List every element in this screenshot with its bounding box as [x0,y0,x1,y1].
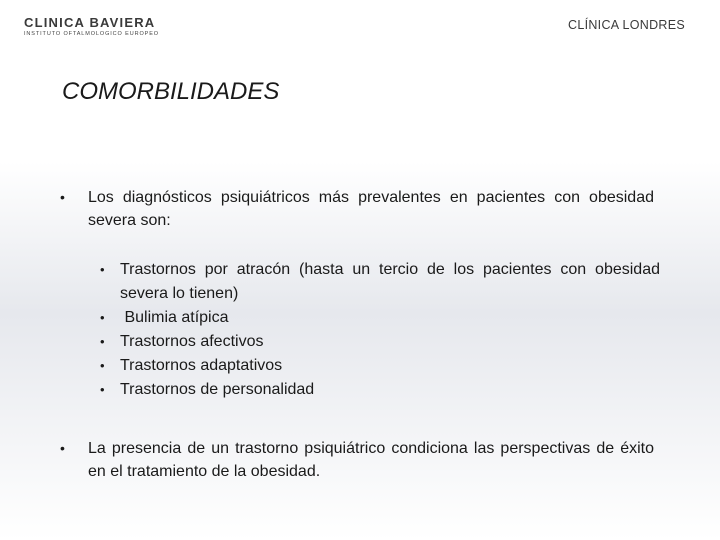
sub-bullet-text: Trastornos adaptativos [120,357,283,374]
list-item [100,258,660,306]
sub-bullet-text: Trastornos afectivos [120,333,264,350]
sub-bullet-text: Trastornos por atracón (hasta un tercio de los pacientes con obesidad severa lo tienen) [120,261,660,302]
bullet-text-1: Los diagnósticos psiquiátricos más prevalentes en pacientes con obesidad severa son: [88,189,654,229]
sub-bullet-text: Bulimia atípica [120,309,229,326]
bullet-text-2: La presencia de un trastorno psiquiátrico condiciona las perspectivas de éxito en el tratamiento de la obesidad. [88,440,654,480]
list-item [100,306,660,330]
sub-bullet-list [100,258,660,402]
logo-left-name: CLINICA BAVIERA [24,15,156,30]
sub-bullet-symbol: • [100,310,105,325]
bullet-symbol: • [60,189,65,205]
sub-bullet-symbol: • [100,358,105,373]
slide-title: COMORBILIDADES [62,78,280,105]
sub-bullet-text: Trastornos de personalidad [120,381,315,398]
list-item [100,354,660,378]
clinica-londres-logo: CLÍNICA LONDRES [568,18,686,32]
logo-left-tagline: INSTITUTO OFTALMOLOGICO EUROPEO [24,31,159,37]
list-item [100,378,660,402]
bullet-symbol: • [60,440,65,456]
sub-bullet-symbol: • [100,334,105,349]
sub-bullet-symbol: • [100,382,105,397]
clinica-baviera-logo [24,16,159,37]
sub-bullet-symbol: • [100,262,105,277]
list-item [100,330,660,354]
